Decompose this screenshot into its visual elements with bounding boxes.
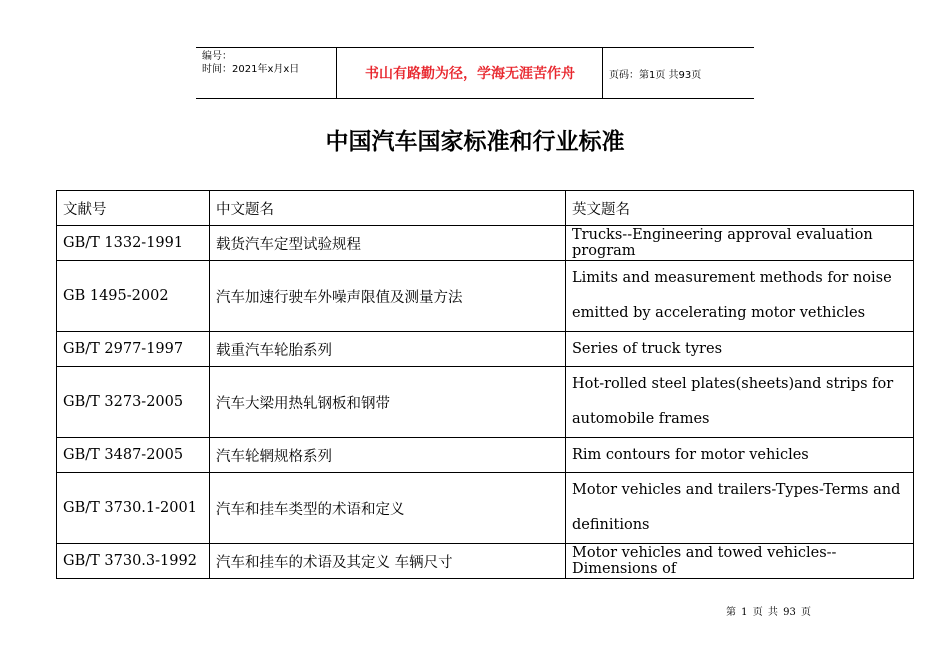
page-title: 中国汽车国家标准和行业标准 — [325, 129, 625, 155]
table-row — [57, 261, 914, 332]
document-header — [196, 47, 754, 99]
page-info-text: 页码：第1页 共93页 — [609, 69, 702, 81]
cell-cn: 汽车和挂车的术语及其定义 车辆尺寸 — [210, 544, 566, 579]
cell-en-text: Hot-rolled steel plates(sheets)and strips for automobile frames — [572, 376, 894, 427]
cell-en — [566, 367, 914, 438]
table-row — [57, 332, 914, 367]
motto-text: 书山有路勤为径，学海无涯苦作舟 — [365, 66, 575, 82]
cell-en — [566, 261, 914, 332]
column-header-cn: 中文题名 — [210, 191, 566, 226]
cell-en — [566, 473, 914, 544]
table-row — [57, 367, 914, 438]
table-row — [57, 438, 914, 473]
page-footer: 第 1 页 共 93 页 — [726, 607, 811, 618]
header-motto-cell — [338, 48, 603, 98]
cell-en: Trucks--Engineering approval evaluation program — [566, 226, 914, 261]
column-header-en: 英文题名 — [566, 191, 914, 226]
header-page-cell — [603, 48, 754, 98]
cell-en-text: Motor vehicles and trailers-Types-Terms and definitions — [572, 482, 901, 533]
cell-cn: 载货汽车定型试验规程 — [210, 226, 566, 261]
cell-id: GB 1495-2002 — [57, 261, 210, 332]
cell-id: GB/T 3273-2005 — [57, 367, 210, 438]
cell-en: Rim contours for motor vehicles — [566, 438, 914, 473]
standards-table — [56, 190, 914, 579]
cell-id: GB/T 2977-1997 — [57, 332, 210, 367]
cell-en: Series of truck tyres — [566, 332, 914, 367]
cell-cn: 汽车轮辋规格系列 — [210, 438, 566, 473]
cell-cn: 汽车和挂车类型的术语和定义 — [210, 473, 566, 544]
header-meta-cell — [196, 48, 337, 98]
cell-id: GB/T 3730.3-1992 — [57, 544, 210, 579]
table-row — [57, 544, 914, 579]
cell-cn: 汽车加速行驶车外噪声限值及测量方法 — [210, 261, 566, 332]
serial-label: 编号： — [202, 51, 232, 62]
table-row — [57, 473, 914, 544]
column-header-id: 文献号 — [57, 191, 210, 226]
cell-id: GB/T 1332-1991 — [57, 226, 210, 261]
cell-cn: 汽车大梁用热轧钢板和钢带 — [210, 367, 566, 438]
cell-en-text: Limits and measurement methods for noise emitted by accelerating motor vethicles — [572, 270, 892, 321]
cell-en: Motor vehicles and towed vehicles--Dimensions of — [566, 544, 914, 579]
table-header-row — [57, 191, 914, 226]
cell-cn: 载重汽车轮胎系列 — [210, 332, 566, 367]
cell-id: GB/T 3487-2005 — [57, 438, 210, 473]
table-row — [57, 226, 914, 261]
cell-id: GB/T 3730.1-2001 — [57, 473, 210, 544]
time-label: 时间：2021年x月x日 — [202, 64, 300, 75]
